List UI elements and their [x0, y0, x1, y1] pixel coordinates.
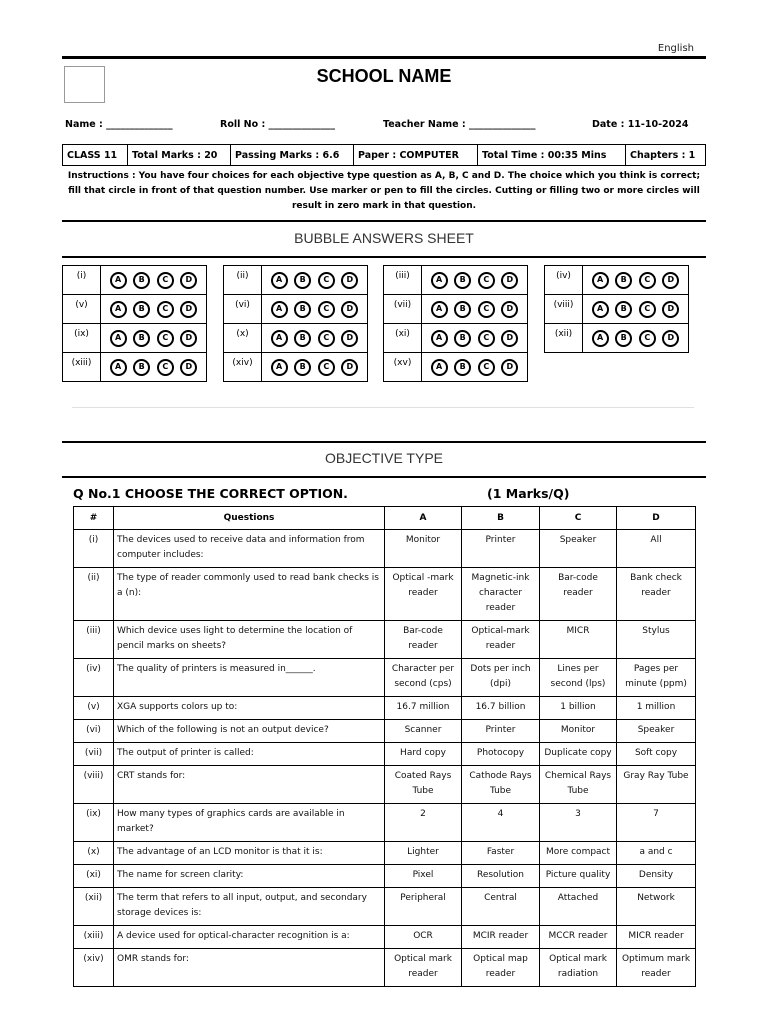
bubble-section-bottom-rule: [62, 256, 706, 258]
bubble-option-d[interactable]: D: [662, 272, 679, 289]
question-row: [74, 888, 696, 926]
bubble-options: [101, 295, 207, 324]
objective-type-title: OBJECTIVE TYPE: [325, 450, 443, 466]
option-c: Lines per second (lps): [540, 659, 617, 697]
bubble-options: [262, 266, 368, 295]
bubble-option-c[interactable]: C: [318, 272, 335, 289]
language-label[interactable]: English: [657, 43, 694, 54]
bubble-question-number: (v): [63, 295, 101, 324]
question-row: [74, 804, 696, 842]
bubble-option-d[interactable]: D: [180, 301, 197, 318]
bubble-option-a[interactable]: A: [431, 330, 448, 347]
bubble-option-d[interactable]: D: [180, 330, 197, 347]
question-text: CRT stands for:: [114, 766, 385, 804]
option-a: Pixel: [385, 865, 462, 888]
question-text: XGA supports colors up to:: [114, 697, 385, 720]
bubble-row: [384, 353, 528, 382]
bubble-option-a[interactable]: A: [592, 301, 609, 318]
bubble-option-b[interactable]: B: [615, 272, 632, 289]
option-b: Faster: [462, 842, 540, 865]
objective-section-bottom-rule: [62, 476, 706, 478]
bubble-row: [384, 266, 528, 295]
bubble-option-d[interactable]: D: [180, 359, 197, 376]
bubble-option-b[interactable]: B: [454, 301, 471, 318]
option-c: 3: [540, 804, 617, 842]
option-b: Central: [462, 888, 540, 926]
bubble-option-d[interactable]: D: [341, 359, 358, 376]
column-header-a: A: [385, 507, 462, 530]
question-text: The term that refers to all input, output, and secondary storage devices is:: [114, 888, 385, 926]
option-c: Duplicate copy: [540, 743, 617, 766]
bubble-option-c[interactable]: C: [318, 330, 335, 347]
bubble-options: [101, 266, 207, 295]
bubble-row: [63, 266, 207, 295]
bubble-sheet-title: BUBBLE ANSWERS SHEET: [294, 230, 474, 246]
bubble-row: [224, 266, 368, 295]
question-number: (ix): [74, 804, 114, 842]
bubble-column: [223, 265, 368, 382]
bubble-option-c[interactable]: C: [478, 272, 495, 289]
bubble-option-b[interactable]: B: [454, 272, 471, 289]
bubble-option-d[interactable]: D: [501, 272, 518, 289]
option-d: Density: [617, 865, 696, 888]
option-b: Dots per inch (dpi): [462, 659, 540, 697]
bubble-options: [422, 295, 528, 324]
bubble-option-c[interactable]: C: [478, 359, 495, 376]
question-row: [74, 842, 696, 865]
bubble-question-number: (x): [224, 324, 262, 353]
bubble-row: [545, 266, 689, 295]
bubble-option-a[interactable]: A: [271, 301, 288, 318]
question-heading: Q No.1 CHOOSE THE CORRECT OPTION.: [73, 486, 348, 501]
option-c: Bar-code reader: [540, 568, 617, 621]
question-number: (iv): [74, 659, 114, 697]
bubble-question-number: (iv): [545, 266, 583, 295]
option-b: 16.7 billion: [462, 697, 540, 720]
option-c: Speaker: [540, 530, 617, 568]
question-text: The output of printer is called:: [114, 743, 385, 766]
option-b: Cathode Rays Tube: [462, 766, 540, 804]
question-number: (xii): [74, 888, 114, 926]
option-c: Attached: [540, 888, 617, 926]
bubble-question-number: (iii): [384, 266, 422, 295]
column-header-b: B: [462, 507, 540, 530]
question-number: (vii): [74, 743, 114, 766]
bubble-question-number: (xv): [384, 353, 422, 382]
question-number: (xi): [74, 865, 114, 888]
bubble-option-b[interactable]: B: [294, 359, 311, 376]
bubble-option-b[interactable]: B: [454, 359, 471, 376]
option-d: All: [617, 530, 696, 568]
bubble-option-b[interactable]: B: [294, 272, 311, 289]
question-text: Which of the following is not an output device?: [114, 720, 385, 743]
question-number: (v): [74, 697, 114, 720]
option-a: Character per second (cps): [385, 659, 462, 697]
bubble-option-c[interactable]: C: [157, 330, 174, 347]
exam-info-table: [62, 144, 706, 166]
bubble-option-a[interactable]: A: [592, 272, 609, 289]
question-text: The devices used to receive data and information from computer includes:: [114, 530, 385, 568]
school-name: SCHOOL NAME: [316, 66, 452, 86]
question-row: [74, 621, 696, 659]
option-d: Stylus: [617, 621, 696, 659]
option-d: Bank check reader: [617, 568, 696, 621]
exam-date: Date : 11-10-2024: [592, 119, 689, 130]
column-header-d: D: [617, 507, 696, 530]
paper-cell: Paper : COMPUTER: [354, 145, 478, 166]
bubble-question-number: (xi): [384, 324, 422, 353]
bubble-option-c[interactable]: C: [157, 272, 174, 289]
question-text: OMR stands for:: [114, 949, 385, 987]
question-number: (iii): [74, 621, 114, 659]
bubble-option-d[interactable]: D: [341, 330, 358, 347]
instructions: Instructions : You have four choices for each objective type question as A, B, C and D. The choice which you think is correct; fill that circle in front of that question number. Use marker or pen to fill the circles. Cutting or filling two or more circles will result in zero mark in that question.: [67, 171, 701, 211]
question-number: (xiv): [74, 949, 114, 987]
option-d: Network: [617, 888, 696, 926]
option-d: Pages per minute (ppm): [617, 659, 696, 697]
bubble-column: [383, 265, 528, 382]
bubble-options: [422, 324, 528, 353]
bubble-option-a[interactable]: A: [110, 330, 127, 347]
bubble-option-b[interactable]: B: [615, 301, 632, 318]
bubble-options: [422, 353, 528, 382]
option-c: MCCR reader: [540, 926, 617, 949]
question-text: The quality of printers is measured in______.: [114, 659, 385, 697]
bubble-option-b[interactable]: B: [133, 359, 150, 376]
roll-number-field: Roll No : ______________: [220, 119, 336, 130]
bubble-question-number: (xii): [545, 324, 583, 353]
bubble-row: [63, 324, 207, 353]
question-text: How many types of graphics cards are available in market?: [114, 804, 385, 842]
bubble-question-number: (xiv): [224, 353, 262, 382]
bubble-option-a[interactable]: A: [431, 359, 448, 376]
bubble-row: [63, 295, 207, 324]
bubble-row: [224, 324, 368, 353]
student-name-field: Name : ______________: [65, 119, 173, 130]
question-row: [74, 766, 696, 804]
bubble-options: [101, 324, 207, 353]
bubble-options: [583, 266, 689, 295]
bubble-column: [544, 265, 689, 353]
option-b: Photocopy: [462, 743, 540, 766]
bubble-option-c[interactable]: C: [639, 330, 656, 347]
bubble-row: [545, 295, 689, 324]
question-number: (viii): [74, 766, 114, 804]
bubble-option-c[interactable]: C: [478, 301, 495, 318]
bubble-option-c[interactable]: C: [639, 272, 656, 289]
bubble-row: [545, 324, 689, 353]
option-a: Optical mark reader: [385, 949, 462, 987]
marks-per-question: (1 Marks/Q): [487, 486, 570, 501]
bubble-question-number: (vi): [224, 295, 262, 324]
option-a: 2: [385, 804, 462, 842]
option-d: 7: [617, 804, 696, 842]
bubble-option-b[interactable]: B: [294, 330, 311, 347]
bubble-options: [262, 324, 368, 353]
bubble-options: [262, 353, 368, 382]
bubble-row: [63, 353, 207, 382]
question-number: (ii): [74, 568, 114, 621]
section-separator: [72, 407, 694, 408]
questions-header-row: [74, 507, 696, 530]
question-number: (xiii): [74, 926, 114, 949]
option-c: Monitor: [540, 720, 617, 743]
objective-section-top-rule: [62, 441, 706, 443]
bubble-question-number: (viii): [545, 295, 583, 324]
question-row: [74, 743, 696, 766]
option-c: MICR: [540, 621, 617, 659]
option-d: a and c: [617, 842, 696, 865]
question-row: [74, 659, 696, 697]
total-time-cell: Total Time : 00:35 Mins: [478, 145, 626, 166]
bubble-question-number: (ix): [63, 324, 101, 353]
option-c: 1 billion: [540, 697, 617, 720]
bubble-option-b[interactable]: B: [615, 330, 632, 347]
bubble-option-d[interactable]: D: [501, 359, 518, 376]
option-b: Resolution: [462, 865, 540, 888]
option-a: Lighter: [385, 842, 462, 865]
option-d: Speaker: [617, 720, 696, 743]
bubble-option-a[interactable]: A: [110, 301, 127, 318]
option-b: Printer: [462, 720, 540, 743]
bubble-option-a[interactable]: A: [431, 272, 448, 289]
option-a: Monitor: [385, 530, 462, 568]
bubble-row: [384, 324, 528, 353]
bubble-options: [262, 295, 368, 324]
bubble-option-b[interactable]: B: [133, 330, 150, 347]
total-marks-cell: Total Marks : 20: [128, 145, 231, 166]
column-header-questions: Questions: [114, 507, 385, 530]
bubble-option-d[interactable]: D: [662, 301, 679, 318]
bubble-question-number: (xiii): [63, 353, 101, 382]
option-c: Picture quality: [540, 865, 617, 888]
class-cell: CLASS 11: [63, 145, 128, 166]
option-b: Printer: [462, 530, 540, 568]
bubble-question-number: (vii): [384, 295, 422, 324]
bubble-option-c[interactable]: C: [318, 301, 335, 318]
bubble-section-top-rule: [62, 220, 706, 222]
option-a: Peripheral: [385, 888, 462, 926]
bubble-row: [384, 295, 528, 324]
questions-table: [73, 506, 696, 987]
option-b: Magnetic-ink character reader: [462, 568, 540, 621]
bubble-option-d[interactable]: D: [662, 330, 679, 347]
passing-marks-cell: Passing Marks : 6.6: [231, 145, 354, 166]
bubble-option-d[interactable]: D: [501, 330, 518, 347]
bubble-question-number: (ii): [224, 266, 262, 295]
option-a: Optical -mark reader: [385, 568, 462, 621]
option-d: 1 million: [617, 697, 696, 720]
bubble-option-a[interactable]: A: [592, 330, 609, 347]
option-a: Coated Rays Tube: [385, 766, 462, 804]
question-row: [74, 530, 696, 568]
question-row: [74, 865, 696, 888]
question-text: The advantage of an LCD monitor is that it is:: [114, 842, 385, 865]
question-number: (x): [74, 842, 114, 865]
bubble-question-number: (i): [63, 266, 101, 295]
bubble-row: [224, 353, 368, 382]
bubble-option-c[interactable]: C: [478, 330, 495, 347]
option-b: Optical map reader: [462, 949, 540, 987]
question-row: [74, 949, 696, 987]
bubble-option-b[interactable]: B: [133, 301, 150, 318]
option-a: Scanner: [385, 720, 462, 743]
option-a: Bar-code reader: [385, 621, 462, 659]
bubble-option-a[interactable]: A: [271, 272, 288, 289]
bubble-option-a[interactable]: A: [271, 359, 288, 376]
option-d: MICR reader: [617, 926, 696, 949]
bubble-option-d[interactable]: D: [341, 272, 358, 289]
bubble-options: [583, 324, 689, 353]
bubble-option-b[interactable]: B: [294, 301, 311, 318]
bubble-option-d[interactable]: D: [501, 301, 518, 318]
question-row: [74, 697, 696, 720]
bubble-option-a[interactable]: A: [110, 359, 127, 376]
option-b: Optical-mark reader: [462, 621, 540, 659]
question-row: [74, 568, 696, 621]
option-a: OCR: [385, 926, 462, 949]
bubble-option-d[interactable]: D: [180, 272, 197, 289]
chapters-cell: Chapters : 1: [626, 145, 706, 166]
column-header-c: C: [540, 507, 617, 530]
bubble-row: [224, 295, 368, 324]
question-row: [74, 926, 696, 949]
teacher-name-field: Teacher Name : ______________: [383, 119, 536, 130]
option-d: Optimum mark reader: [617, 949, 696, 987]
column-header-number: #: [74, 507, 114, 530]
option-b: 4: [462, 804, 540, 842]
bubble-option-d[interactable]: D: [341, 301, 358, 318]
question-text: Which device uses light to determine the location of pencil marks on sheets?: [114, 621, 385, 659]
question-text: The name for screen clarity:: [114, 865, 385, 888]
bubble-option-c[interactable]: C: [639, 301, 656, 318]
bubble-option-a[interactable]: A: [431, 301, 448, 318]
questions-body: [74, 530, 696, 987]
question-row: [74, 720, 696, 743]
bubble-option-a[interactable]: A: [271, 330, 288, 347]
top-divider: [62, 56, 706, 59]
question-number: (vi): [74, 720, 114, 743]
option-b: MCIR reader: [462, 926, 540, 949]
bubble-options: [101, 353, 207, 382]
option-d: Soft copy: [617, 743, 696, 766]
bubble-option-b[interactable]: B: [133, 272, 150, 289]
bubble-option-c[interactable]: C: [157, 301, 174, 318]
option-d: Gray Ray Tube: [617, 766, 696, 804]
bubble-option-a[interactable]: A: [110, 272, 127, 289]
question-number: (i): [74, 530, 114, 568]
question-text: The type of reader commonly used to read bank checks is a (n):: [114, 568, 385, 621]
question-text: A device used for optical-character recognition is a:: [114, 926, 385, 949]
option-c: Optical mark radiation: [540, 949, 617, 987]
option-c: More compact: [540, 842, 617, 865]
bubble-column: [62, 265, 207, 382]
bubble-option-c[interactable]: C: [157, 359, 174, 376]
bubble-options: [422, 266, 528, 295]
bubble-options: [583, 295, 689, 324]
bubble-option-b[interactable]: B: [454, 330, 471, 347]
option-a: Hard copy: [385, 743, 462, 766]
bubble-option-c[interactable]: C: [318, 359, 335, 376]
option-c: Chemical Rays Tube: [540, 766, 617, 804]
option-a: 16.7 million: [385, 697, 462, 720]
